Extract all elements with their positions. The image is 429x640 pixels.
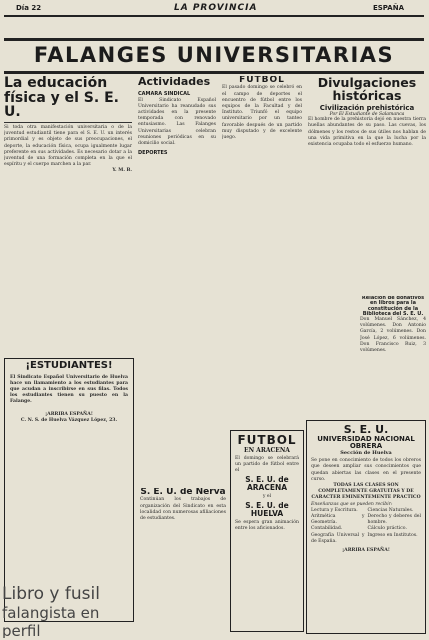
article-football [222,76,302,356]
university-footer: ¡ARRIBA ESPAÑA! [342,548,390,554]
university-highlight: TODAS LAS CLASES SON COMPLETAMENTE GRATUITAS Y DE CARACTER EMINENTEMENTE PRACTICO [311,483,421,501]
university-title-1: S. E. U. [343,423,389,436]
course-item: Ciencias Naturales. [367,507,414,513]
match-title: FUTBOL [237,433,297,447]
article-subheading: CAMARA SINDICAL [138,90,191,97]
header-page: ESPAÑA [372,4,404,12]
article-title: Actividades [138,76,211,88]
article-signature: Y. M. B. [112,168,132,174]
article-subtitle: Civilización prehistórica [319,104,415,113]
article-title: S. E. U. de Nerva [140,488,226,497]
football-match-box [230,430,304,632]
university-body: Se pone en conocimiento de todos los obreros que deseen ampliar sus conocimientos que quedan abiertas las clases en el presente curso. [311,458,421,482]
students-notice [4,358,134,622]
article-body: El hombre de la prehistoria dejó en nuestra tierra huellas abundantes de su paso. Las cuevas, los dólmenes y los restos de sus útiles nos hablan de una vida primitiva en la que la lucha por la existencia ocupaba todo el esfuerzo humano. [308,117,426,148]
match-vs: y el [262,493,272,499]
article-seu-nerva [140,488,226,600]
article-subheading: DEPORTES [138,150,168,157]
university-notice [306,420,426,634]
article-author: Por El Estudiante de Salamanca [329,112,405,118]
course-item: Lectura y Escritura. [311,507,358,513]
match-body: El domingo se celebrará un partido de fútbol entre el [235,455,299,473]
notice-body: El Sindicato Español Universitario de Huelva hace un llamamiento a los estudiantes para que acudan a inscribirse en sus filas. Todos los estudiantes tienen su puesto en la Falange. [10,374,128,405]
ad-line-1: Libro y fusil [2,584,100,604]
header-paper-name: LA PROVINCIA [174,3,258,13]
article-historical [308,76,426,301]
notice-footer: ¡ARRIBA ESPAÑA! [45,411,93,417]
banner-title: FALANGES UNIVERSITARIAS [33,43,395,67]
university-place: Sección de Huelva [340,450,392,457]
course-item: Contabilidad. [311,526,343,532]
article-body: Continúan los trabajos de organización del Sindicato en esta localidad con numerosas afiliaciones de estudiantes. [140,497,226,522]
match-place: EN ARACENA [244,446,290,454]
article-title: La educación física y el S. E. U. [4,76,119,121]
header-day: Día 22 [16,4,42,12]
university-title-2: UNIVERSIDAD NACIONAL OBRERA [317,434,415,450]
book-advertisement [2,584,142,638]
course-item: Ingreso en Institutos. [367,532,418,538]
notice-address: C. N. S. de Huelva Vázquez López, 23. [20,417,118,423]
article-title: Divulgaciones históricas [317,76,417,104]
course-item: Cálculo práctico. [367,526,407,532]
article-physical-education [4,76,132,352]
donations-body: Don Manuel Sánchez, 4 volúmenes. Don Antonio García, 2 volúmenes. Don José López, 6 volúmenes. Don Francisco Ruiz, 3 volúmenes. [360,317,426,354]
match-body-2: Se espera gran animación entre los aficionados. [235,519,299,532]
page-header [4,2,424,17]
section-banner [4,38,424,74]
article-body: El Sindicato Español Universitario ha reanudado sus actividades en la presente temporada con renovado entusiasmo. Las Falanges Universitarias celebran reuniones periódicas en su domicilio social. [138,97,216,146]
notice-title: ¡ESTUDIANTES! [25,360,113,371]
article-body: Si toda otra manifestación universitaria o de la juventud estudiantil tiene para el S. E. U. un interés primordial y es objeto de sus preocupaciones, el deporte, la educación física, ocupa igualmente lugar preferente en sus actividades. Es necesario dotar a la juventud de una formación completa en la que el espíritu y el cuerpo marchen a la par. [4,125,132,168]
course-item: Derecho y deberes del hombre. [367,514,421,526]
course-item: Geografía Universal y de España. [311,532,365,544]
article-title: FUTBOL [239,76,285,85]
article-activities [138,76,216,356]
donations-title: Relación de donativos en libros para la constitución de la Biblioteca del S. E. U. [361,296,425,317]
university-list-intro: Enseñanzas que se pueden recibir: [311,501,393,507]
donations-list [360,296,426,416]
course-item: Aritmética y Geometría. [311,514,365,526]
match-team-1: S. E. U. de ARACENA [245,475,289,493]
article-body: El pasado domingo se celebró en el campo de deportes el encuentro de fútbol entre los equipos de la Facultad y del Instituto. Triunfó el equipo universitario por un tanteo favorable después de un partido muy disputado y de excelente juego. [222,85,302,141]
ad-line-2: falangista en perfil [2,604,100,638]
match-team-2: S. E. U. de HUELVA [245,501,289,519]
